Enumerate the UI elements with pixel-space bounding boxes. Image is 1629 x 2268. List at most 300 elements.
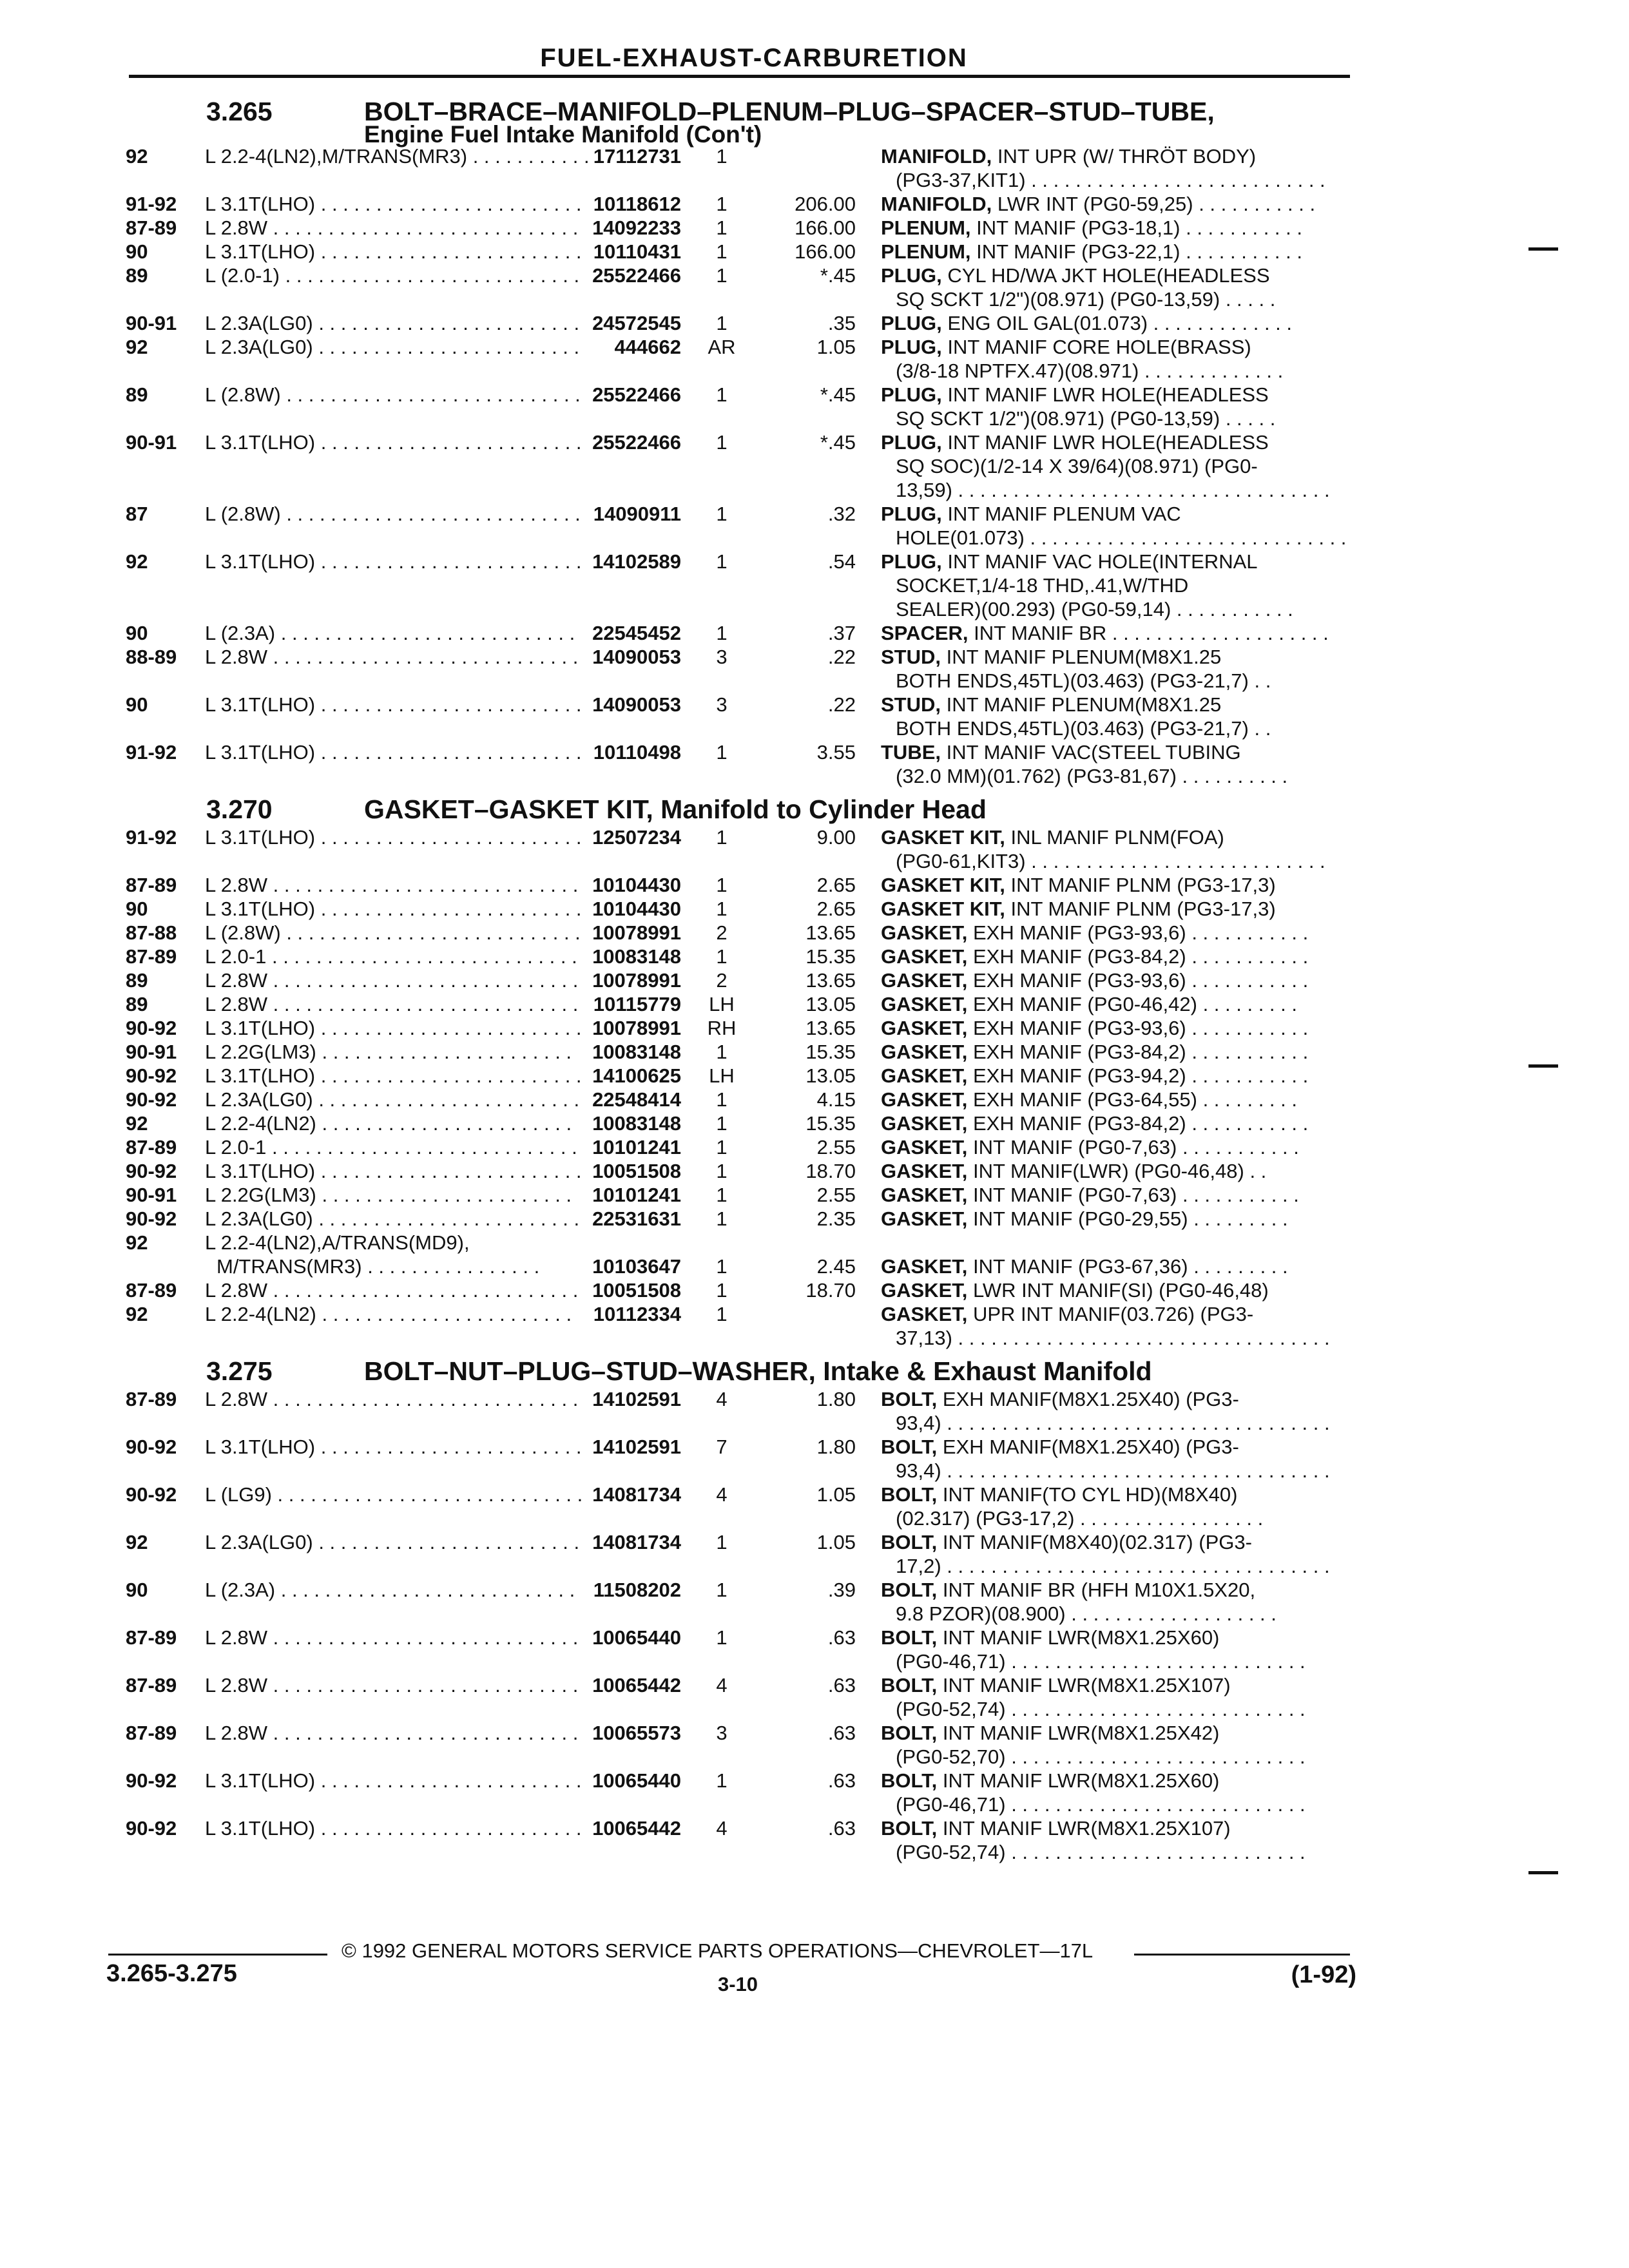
model-year: 90-91 — [126, 431, 177, 454]
price: 18.70 — [805, 1160, 856, 1182]
parts-row — [0, 740, 1629, 788]
quantity: 4 — [716, 1483, 728, 1506]
model-year: 92 — [126, 1303, 148, 1325]
header-rule — [129, 75, 1350, 78]
quantity: 1 — [716, 741, 728, 764]
application: L 2.8W . . . . . . . . . . . . . . . . . . . . . . . . . . . . — [205, 646, 579, 668]
quantity: 1 — [716, 145, 728, 168]
parts-row-line — [0, 1159, 1629, 1183]
parts-row — [0, 1088, 1629, 1111]
model-year: 90-92 — [126, 1769, 177, 1792]
quantity: 1 — [716, 1207, 728, 1230]
part-number: 444662 — [614, 336, 681, 358]
parts-row-line — [0, 1111, 1629, 1135]
model-year: 92 — [126, 336, 148, 358]
description — [881, 550, 1348, 573]
footer-section-range: 3.265-3.275 — [106, 1960, 237, 1987]
description — [881, 383, 1348, 407]
parts-row-line — [0, 1697, 1629, 1721]
application: L 2.8W . . . . . . . . . . . . . . . . . . . . . . . . . . . . — [205, 1722, 579, 1744]
parts-row-line — [0, 1459, 1629, 1483]
part-description: EXH MANIF (PG3-93,6) . . . . . . . . . . . — [972, 1017, 1309, 1039]
description — [881, 1135, 1348, 1159]
application-continued: M/TRANS(MR3) . . . . . . . . . . . . . . . . — [217, 1255, 540, 1278]
section-title: BOLT–NUT–PLUG–STUD–WASHER, Intake & Exhaust Manifold — [364, 1356, 1152, 1386]
parts-row — [0, 968, 1629, 992]
description — [881, 1016, 1348, 1040]
price: 2.55 — [816, 1184, 856, 1206]
part-number: 14090053 — [592, 646, 681, 668]
parts-row — [0, 1207, 1629, 1231]
part-number: 25522466 — [592, 431, 681, 454]
parts-row — [0, 1578, 1629, 1626]
part-number: 10078991 — [592, 969, 681, 992]
part-noun: GASKET, — [881, 1136, 968, 1158]
part-noun: SPACER, — [881, 622, 969, 644]
quantity: 1 — [716, 383, 728, 406]
description-continued: SOCKET,1/4-18 THD,.41,W/THD — [896, 574, 1189, 597]
parts-row-line — [0, 693, 1629, 716]
parts-row-line — [0, 1016, 1629, 1040]
part-noun: GASKET, — [881, 1255, 968, 1278]
application: L 2.0-1 . . . . . . . . . . . . . . . . . . . . . . . . . . . . — [205, 945, 577, 968]
part-number: 25522466 — [592, 264, 681, 287]
description-continued: (PG0-46,71) . . . . . . . . . . . . . . . . . . . . . . . . . . . — [896, 1650, 1306, 1673]
part-noun: PLUG, — [881, 264, 942, 287]
parts-row-line — [0, 621, 1629, 645]
model-year: 92 — [126, 550, 148, 573]
price: 1.05 — [816, 1531, 856, 1553]
model-year: 91-92 — [126, 741, 177, 764]
application: L 2.2G(LM3) . . . . . . . . . . . . . . . . . . . . . . . — [205, 1041, 572, 1063]
price: *.45 — [820, 383, 856, 406]
price: 2.55 — [816, 1136, 856, 1158]
price: .22 — [827, 693, 856, 716]
part-noun: GASKET, — [881, 1303, 968, 1325]
parts-row-line — [0, 1088, 1629, 1111]
parts-row-line — [0, 1840, 1629, 1864]
quantity: 4 — [716, 1674, 728, 1696]
part-description: INT MANIF VAC HOLE(INTERNAL — [947, 550, 1258, 573]
parts-row — [0, 144, 1629, 192]
section-title: BOLT–BRACE–MANIFOLD–PLENUM–PLUG–SPACER–STUD–TUBE, — [364, 97, 1215, 126]
application: L 3.1T(LHO) . . . . . . . . . . . . . . . . . . . . . . . . — [205, 1017, 582, 1039]
footer-rule-right — [1134, 1954, 1350, 1956]
parts-row-line — [0, 968, 1629, 992]
part-noun: GASKET, — [881, 1064, 968, 1087]
section-number: 3.275 — [206, 1356, 273, 1386]
application: L 2.3A(LG0) . . . . . . . . . . . . . . . . . . . . . . . . — [205, 1531, 580, 1553]
parts-row — [0, 1016, 1629, 1040]
parts-row — [0, 1231, 1629, 1278]
quantity: 1 — [716, 1041, 728, 1063]
part-description: INT MANIF LWR HOLE(HEADLESS — [947, 383, 1269, 406]
model-year: 87-89 — [126, 1136, 177, 1158]
price: 13.65 — [805, 969, 856, 992]
description — [881, 621, 1348, 645]
price: .32 — [827, 503, 856, 525]
parts-row-line — [0, 669, 1629, 693]
parts-row-line — [0, 921, 1629, 945]
part-noun: GASKET, — [881, 993, 968, 1015]
description — [881, 240, 1348, 264]
part-noun: GASKET, — [881, 969, 968, 992]
description — [881, 1816, 1348, 1840]
part-number: 25522466 — [592, 383, 681, 406]
description — [881, 1183, 1348, 1207]
application: L 2.2-4(LN2) . . . . . . . . . . . . . . . . . . . . . . . — [205, 1112, 572, 1135]
part-noun: GASKET, — [881, 1279, 968, 1302]
parts-row-line — [0, 335, 1629, 359]
application: L 2.8W . . . . . . . . . . . . . . . . . . . . . . . . . . . . — [205, 969, 579, 992]
part-number: 17112731 — [593, 145, 681, 168]
description — [881, 1673, 1348, 1697]
quantity: 2 — [716, 969, 728, 992]
part-noun: GASKET KIT, — [881, 826, 1005, 849]
description — [881, 1769, 1348, 1792]
part-number: 10078991 — [592, 1017, 681, 1039]
part-description: LWR INT MANIF(SI) (PG0-46,48) — [972, 1279, 1269, 1302]
price: 3.55 — [816, 741, 856, 764]
parts-row — [0, 1530, 1629, 1578]
price: 9.00 — [816, 826, 856, 849]
quantity: 1 — [716, 826, 728, 849]
description-continued: 93,4) . . . . . . . . . . . . . . . . . . . . . . . . . . . . . . . . . . . — [896, 1459, 1330, 1482]
application: L 2.8W . . . . . . . . . . . . . . . . . . . . . . . . . . . . — [205, 216, 579, 239]
model-year: 91-92 — [126, 193, 177, 215]
part-noun: PLUG, — [881, 503, 942, 525]
parts-row — [0, 1435, 1629, 1483]
quantity: 1 — [716, 945, 728, 968]
part-number: 10104430 — [592, 874, 681, 896]
price: 2.45 — [816, 1255, 856, 1278]
model-year: 90-91 — [126, 312, 177, 334]
margin-mark — [1528, 1871, 1558, 1874]
part-description: INT MANIF PLNM (PG3-17,3) — [1010, 898, 1276, 920]
price: 15.35 — [805, 1112, 856, 1135]
part-description: INT MANIF LWR(M8X1.25X107) — [942, 1817, 1231, 1840]
part-noun: BOLT, — [881, 1769, 938, 1792]
footer-page-number: 3-10 — [717, 1973, 758, 1995]
parts-row — [0, 383, 1629, 430]
application: L 2.2-4(LN2),A/TRANS(MD9), — [205, 1231, 470, 1254]
section-header — [0, 788, 1629, 825]
part-description: EXH MANIF (PG3-84,2) . . . . . . . . . . . — [972, 1041, 1309, 1063]
quantity: AR — [708, 336, 736, 358]
quantity: 3 — [716, 693, 728, 716]
part-description: EXH MANIF (PG3-84,2) . . . . . . . . . . . — [972, 945, 1309, 968]
part-description: EXH MANIF (PG3-93,6) . . . . . . . . . . . — [972, 969, 1309, 992]
part-noun: GASKET KIT, — [881, 874, 1005, 896]
model-year: 90-92 — [126, 1160, 177, 1182]
parts-row-line — [0, 825, 1629, 849]
part-description: UPR INT MANIF(03.726) (PG3- — [972, 1303, 1254, 1325]
description — [881, 216, 1348, 240]
parts-row-line — [0, 1769, 1629, 1792]
parts-row-line — [0, 1302, 1629, 1326]
description-continued: 17,2) . . . . . . . . . . . . . . . . . . . . . . . . . . . . . . . . . . . — [896, 1555, 1330, 1577]
application: L 3.1T(LHO) . . . . . . . . . . . . . . . . . . . . . . . . — [205, 1160, 582, 1182]
application: L 2.2-4(LN2),M/TRANS(MR3) . . . . . . . . . . . . . — [205, 145, 612, 168]
margin-mark — [1528, 1064, 1558, 1068]
application: L 2.2-4(LN2) . . . . . . . . . . . . . . . . . . . . . . . — [205, 1303, 572, 1325]
application: L 2.8W . . . . . . . . . . . . . . . . . . . . . . . . . . . . — [205, 1626, 579, 1649]
model-year: 90 — [126, 693, 148, 716]
parts-row-line — [0, 287, 1629, 311]
parts-row-line — [0, 1649, 1629, 1673]
model-year: 89 — [126, 383, 148, 406]
price: 15.35 — [805, 1041, 856, 1063]
parts-row — [0, 1626, 1629, 1673]
part-description: EXH MANIF (PG0-46,42) . . . . . . . . . — [972, 993, 1297, 1015]
model-year: 87-88 — [126, 921, 177, 944]
application: L 2.3A(LG0) . . . . . . . . . . . . . . . . . . . . . . . . — [205, 1088, 580, 1111]
parts-row — [0, 1135, 1629, 1159]
description — [881, 430, 1348, 454]
parts-row — [0, 1040, 1629, 1064]
part-noun: BOLT, — [881, 1579, 938, 1601]
parts-row — [0, 825, 1629, 873]
description — [881, 1040, 1348, 1064]
description — [881, 1530, 1348, 1554]
application: L 2.8W . . . . . . . . . . . . . . . . . . . . . . . . . . . . — [205, 874, 579, 896]
description — [881, 502, 1348, 526]
application: L 2.3A(LG0) . . . . . . . . . . . . . . . . . . . . . . . . — [205, 336, 580, 358]
part-description: INT MANIF PLENUM(M8X1.25 — [946, 693, 1222, 716]
parts-row-line — [0, 597, 1629, 621]
parts-row-line — [0, 1530, 1629, 1554]
parts-row-line — [0, 1792, 1629, 1816]
application: L 2.8W . . . . . . . . . . . . . . . . . . . . . . . . . . . . — [205, 1279, 579, 1302]
part-description: EXH MANIF (PG3-84,2) . . . . . . . . . . . — [972, 1112, 1309, 1135]
part-number: 10065442 — [592, 1817, 681, 1840]
description-continued: (PG0-46,71) . . . . . . . . . . . . . . . . . . . . . . . . . . . — [896, 1793, 1306, 1816]
model-year: 92 — [126, 145, 148, 168]
description — [881, 1626, 1348, 1649]
model-year: 90-91 — [126, 1184, 177, 1206]
parts-row-line — [0, 1231, 1629, 1254]
quantity: 1 — [716, 431, 728, 454]
parts-row-line — [0, 311, 1629, 335]
application: L 3.1T(LHO) . . . . . . . . . . . . . . . . . . . . . . . . — [205, 826, 582, 849]
quantity: 1 — [716, 550, 728, 573]
parts-row — [0, 945, 1629, 968]
section-number: 3.270 — [206, 794, 273, 824]
parts-row — [0, 1302, 1629, 1350]
parts-row-line — [0, 1673, 1629, 1697]
model-year: 90-92 — [126, 1064, 177, 1087]
price: 1.05 — [816, 336, 856, 358]
quantity: 7 — [716, 1436, 728, 1458]
parts-row — [0, 1278, 1629, 1302]
model-year: 89 — [126, 969, 148, 992]
part-description: INT MANIF (PG3-22,1) . . . . . . . . . . . — [976, 240, 1302, 263]
application: L (2.3A) . . . . . . . . . . . . . . . . . . . . . . . . . . . — [205, 622, 575, 644]
description — [881, 693, 1348, 716]
part-noun: BOLT, — [881, 1531, 938, 1553]
description-continued: (PG3-37,KIT1) . . . . . . . . . . . . . . . . . . . . . . . . . . . — [896, 169, 1325, 191]
description — [881, 1483, 1348, 1506]
application: L 3.1T(LHO) . . . . . . . . . . . . . . . . . . . . . . . . — [205, 898, 582, 920]
part-noun: BOLT, — [881, 1388, 938, 1410]
model-year: 87 — [126, 503, 148, 525]
section-header — [0, 1350, 1629, 1387]
parts-row-line — [0, 992, 1629, 1016]
parts-row-line — [0, 478, 1629, 502]
description — [881, 921, 1348, 945]
part-number: 22548414 — [592, 1088, 681, 1111]
part-number: 10051508 — [592, 1279, 681, 1302]
application: L 2.3A(LG0) . . . . . . . . . . . . . . . . . . . . . . . . — [205, 1207, 580, 1230]
quantity: 1 — [716, 312, 728, 334]
part-noun: TUBE, — [881, 741, 941, 764]
parts-row-line — [0, 1435, 1629, 1459]
application: L 3.1T(LHO) . . . . . . . . . . . . . . . . . . . . . . . . — [205, 193, 582, 215]
price: .63 — [827, 1674, 856, 1696]
description — [881, 1278, 1348, 1302]
description-continued: HOLE(01.073) . . . . . . . . . . . . . . . . . . . . . . . . . . . . . — [896, 526, 1347, 549]
parts-row-line — [0, 1387, 1629, 1411]
quantity: 1 — [716, 1279, 728, 1302]
footer-revision: (1-92) — [1291, 1961, 1356, 1988]
quantity: 1 — [716, 1136, 728, 1158]
application: L 3.1T(LHO) . . . . . . . . . . . . . . . . . . . . . . . . — [205, 1436, 582, 1458]
description-continued: SQ SOC)(1/2-14 X 39/64)(08.971) (PG0- — [896, 455, 1258, 477]
part-noun: GASKET, — [881, 1207, 968, 1230]
part-number: 10078991 — [592, 921, 681, 944]
model-year: 90-92 — [126, 1436, 177, 1458]
price: 166.00 — [795, 240, 856, 263]
quantity: 1 — [716, 1579, 728, 1601]
model-year: 87-89 — [126, 874, 177, 896]
parts-row-line — [0, 1554, 1629, 1578]
part-number: 14100625 — [592, 1064, 681, 1087]
parts-row-line — [0, 407, 1629, 430]
price: .63 — [827, 1769, 856, 1792]
parts-row — [0, 1159, 1629, 1183]
model-year: 90-91 — [126, 1041, 177, 1063]
parts-row — [0, 693, 1629, 740]
part-number: 12507234 — [592, 826, 681, 849]
description-continued: SEALER)(00.293) (PG0-59,14) . . . . . . . . . . . — [896, 598, 1293, 620]
part-number: 14102591 — [592, 1436, 681, 1458]
part-description: INT MANIF (PG0-7,63) . . . . . . . . . . . — [972, 1136, 1299, 1158]
model-year: 89 — [126, 264, 148, 287]
application: L 3.1T(LHO) . . . . . . . . . . . . . . . . . . . . . . . . — [205, 693, 582, 716]
part-number: 10083148 — [592, 945, 681, 968]
application: L 3.1T(LHO) . . . . . . . . . . . . . . . . . . . . . . . . — [205, 550, 582, 573]
quantity: 1 — [716, 622, 728, 644]
application: L 3.1T(LHO) . . . . . . . . . . . . . . . . . . . . . . . . — [205, 431, 582, 454]
application: L 3.1T(LHO) . . . . . . . . . . . . . . . . . . . . . . . . — [205, 1064, 582, 1087]
parts-row-line — [0, 383, 1629, 407]
part-number: 14081734 — [592, 1531, 681, 1553]
description — [881, 1435, 1348, 1459]
part-description: INT MANIF LWR(M8X1.25X42) — [942, 1722, 1220, 1744]
part-description: INT MANIF(LWR) (PG0-46,48) . . — [972, 1160, 1267, 1182]
application: L 3.1T(LHO) . . . . . . . . . . . . . . . . . . . . . . . . — [205, 240, 582, 263]
part-number: 10115779 — [593, 993, 681, 1015]
parts-row-line — [0, 216, 1629, 240]
part-description: INT MANIF PLENUM(M8X1.25 — [946, 646, 1222, 668]
part-number: 14092233 — [592, 216, 681, 239]
parts-row-line — [0, 1135, 1629, 1159]
footer-copyright: © 1992 GENERAL MOTORS SERVICE PARTS OPERATIONS—CHEVROLET—17L — [342, 1939, 1094, 1962]
parts-row — [0, 311, 1629, 335]
price: 13.05 — [805, 993, 856, 1015]
parts-row — [0, 1483, 1629, 1530]
part-number: 10083148 — [592, 1041, 681, 1063]
model-year: 90-92 — [126, 1207, 177, 1230]
page-header-title: FUEL-EXHAUST-CARBURETION — [540, 44, 968, 72]
part-description: INT MANIF LWR(M8X1.25X60) — [942, 1626, 1220, 1649]
price: .22 — [827, 646, 856, 668]
parts-row-line — [0, 1602, 1629, 1626]
model-year: 90-92 — [126, 1817, 177, 1840]
margin-mark — [1528, 247, 1558, 251]
parts-row-line — [0, 454, 1629, 478]
part-number: 14090911 — [593, 503, 681, 525]
parts-row — [0, 873, 1629, 897]
price: .63 — [827, 1722, 856, 1744]
price: 18.70 — [805, 1279, 856, 1302]
part-description: INT UPR (W/ THRÖT BODY) — [997, 145, 1257, 168]
parts-row — [0, 1387, 1629, 1435]
part-description: EXH MANIF (PG3-64,55) . . . . . . . . . — [972, 1088, 1297, 1111]
price: 2.35 — [816, 1207, 856, 1230]
parts-row-line — [0, 1411, 1629, 1435]
part-noun: BOLT, — [881, 1817, 938, 1840]
quantity: RH — [707, 1017, 737, 1039]
part-noun: GASKET, — [881, 945, 968, 968]
parts-row — [0, 192, 1629, 216]
parts-row — [0, 430, 1629, 502]
application: L (2.8W) . . . . . . . . . . . . . . . . . . . . . . . . . . . — [205, 383, 581, 406]
description-continued: (3/8-18 NPTFX.47)(08.971) . . . . . . . . . . . . . — [896, 360, 1284, 382]
part-description: INT MANIF VAC(STEEL TUBING — [946, 741, 1241, 764]
parts-row-line — [0, 1506, 1629, 1530]
part-description: EXH MANIF (PG3-94,2) . . . . . . . . . . . — [972, 1064, 1309, 1087]
part-description: ENG OIL GAL(01.073) . . . . . . . . . . . . . — [947, 312, 1293, 334]
application: L (2.0-1) . . . . . . . . . . . . . . . . . . . . . . . . . . . — [205, 264, 580, 287]
model-year: 87-89 — [126, 1626, 177, 1649]
description-continued: (32.0 MM)(01.762) (PG3-81,67) . . . . . . . . . . — [896, 765, 1288, 787]
description — [881, 992, 1348, 1016]
part-description: CYL HD/WA JKT HOLE(HEADLESS — [947, 264, 1270, 287]
parts-row-line — [0, 168, 1629, 192]
description — [881, 1159, 1348, 1183]
parts-row-line — [0, 1745, 1629, 1769]
parts-row — [0, 1064, 1629, 1088]
part-description: INT MANIF LWR(M8X1.25X107) — [942, 1674, 1231, 1696]
part-number: 10103647 — [592, 1255, 681, 1278]
parts-row — [0, 1721, 1629, 1769]
parts-row — [0, 921, 1629, 945]
quantity: 1 — [716, 240, 728, 263]
description — [881, 335, 1348, 359]
model-year: 92 — [126, 1112, 148, 1135]
application: L 2.8W . . . . . . . . . . . . . . . . . . . . . . . . . . . . — [205, 1674, 579, 1696]
quantity: 1 — [716, 1626, 728, 1649]
parts-row-line — [0, 873, 1629, 897]
parts-row — [0, 1769, 1629, 1816]
part-number: 22531631 — [592, 1207, 681, 1230]
model-year: 87-89 — [126, 945, 177, 968]
quantity: 1 — [716, 1255, 728, 1278]
parts-row-line — [0, 550, 1629, 573]
description-continued: BOTH ENDS,45TL)(03.463) (PG3-21,7) . . — [896, 669, 1271, 692]
description-continued: (PG0-52,70) . . . . . . . . . . . . . . . . . . . . . . . . . . . — [896, 1745, 1306, 1768]
